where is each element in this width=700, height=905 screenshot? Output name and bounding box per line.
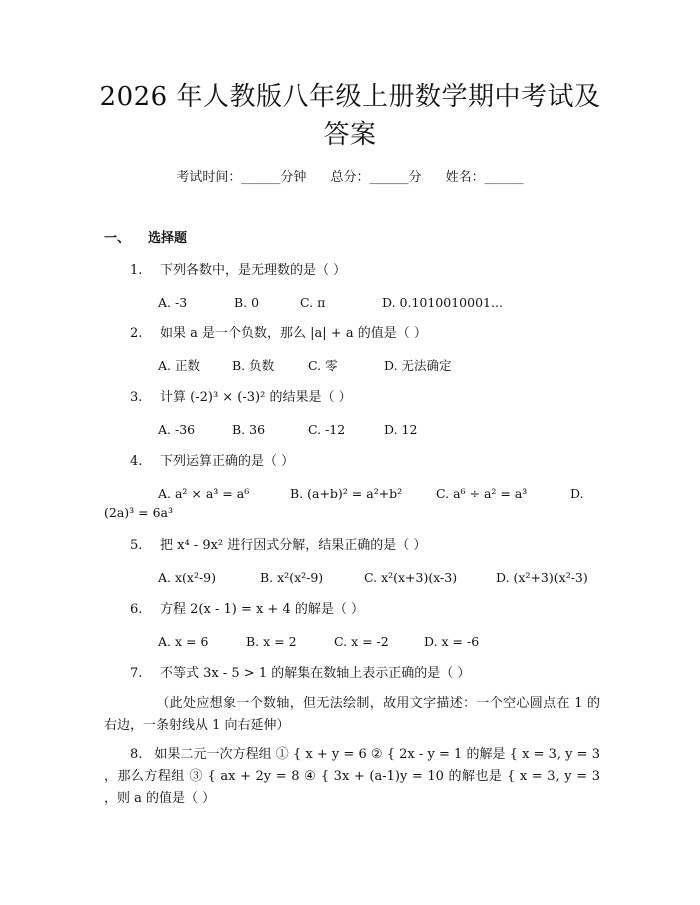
question-text: 把 x⁴ - 9x² 进行因式分解，结果正确的是（ ）	[160, 538, 427, 553]
question-text: 计算 (-2)³ × (-3)² 的结果是（ ）	[160, 390, 352, 405]
section-number: 一、	[104, 231, 131, 246]
option-d: D. x = -6	[424, 634, 480, 649]
question-number: 4.	[130, 454, 143, 469]
question-number: 1.	[130, 263, 143, 278]
option-b: B. 负数	[232, 358, 275, 373]
option-a: A. -36	[158, 422, 196, 437]
option-d: D.	[570, 486, 584, 501]
option-d: D. 0.1010010001...	[382, 295, 503, 310]
question-number: 7.	[130, 666, 143, 681]
question-text: 如果二元一次方程组 ① { x + y = 6 ② { 2x - y = 1 的解是 { x = 3, y = 3 ，那么方程组 ③ { ax + 2y = 8 ④ { 3x + (a-1)y = 10 的解也是 { x = 3, y = 3 ，则 a 的值是（ ）	[104, 747, 600, 806]
options	[158, 356, 452, 376]
question-text: 下列运算正确的是（ ）	[160, 454, 295, 469]
option-d: D. (x²+3)(x²-3)	[496, 570, 588, 585]
question-number: 6.	[130, 602, 143, 617]
option-c: C. π	[300, 295, 326, 310]
option-c: C. -12	[308, 422, 346, 437]
option-a: A. a² × a³ = a⁶	[158, 486, 250, 501]
page-title: 2026 年人教版八年级上册数学期中考试及答案	[99, 82, 601, 150]
question-number: 3.	[130, 390, 143, 405]
note-text: （此处应想象一个数轴，但无法绘制，故用文字描述：一个空心圆点在 1 的右边，一条射线从 1 向右延伸）	[104, 696, 600, 733]
question-text: 如果 a 是一个负数，那么 |a| + a 的值是（ ）	[160, 326, 427, 341]
option-c: C. x = -2	[334, 634, 389, 649]
question-8	[104, 744, 600, 810]
exam-info	[0, 168, 700, 188]
options	[158, 568, 588, 588]
option-b: B. 0	[234, 295, 260, 310]
exam-score: 总分：______分	[330, 170, 422, 185]
option-b: B. 36	[232, 422, 266, 437]
option-b: B. (a+b)² = a²+b²	[290, 486, 403, 501]
section-heading	[104, 229, 187, 249]
question-number: 2.	[130, 326, 143, 341]
option-d: D. 12	[384, 422, 418, 437]
question-text: 方程 2(x - 1) = x + 4 的解是（ ）	[160, 602, 364, 617]
option-c: C. x²(x+3)(x-3)	[364, 570, 458, 585]
question-text: 不等式 3x - 5 > 1 的解集在数轴上表示正确的是（ ）	[160, 666, 471, 681]
student-name: 姓名：______	[445, 170, 524, 185]
option-c: C. 零	[308, 358, 338, 373]
section-label: 选择题	[148, 231, 188, 246]
option-a: A. 正数	[158, 358, 200, 373]
question-number: 8.	[130, 747, 143, 762]
exam-time: 考试时间：______分钟	[176, 170, 307, 185]
option-a: A. -3	[158, 295, 188, 310]
option-a: A. x(x²-9)	[158, 570, 217, 585]
options	[158, 420, 417, 440]
option-b: B. x = 2	[246, 634, 297, 649]
option-b: B. x²(x²-9)	[260, 570, 324, 585]
option-a: A. x = 6	[158, 634, 209, 649]
option-d-continued: (2a)³ = 6a³	[104, 505, 174, 520]
options	[158, 632, 479, 652]
question-text: 下列各数中，是无理数的是（ ）	[160, 263, 347, 278]
option-d: D. 无法确定	[384, 358, 452, 373]
question-number: 5.	[130, 538, 143, 553]
options	[158, 293, 503, 313]
note-paragraph	[104, 693, 600, 737]
option-c: C. a⁶ ÷ a² = a³	[436, 486, 528, 501]
options	[158, 484, 584, 504]
